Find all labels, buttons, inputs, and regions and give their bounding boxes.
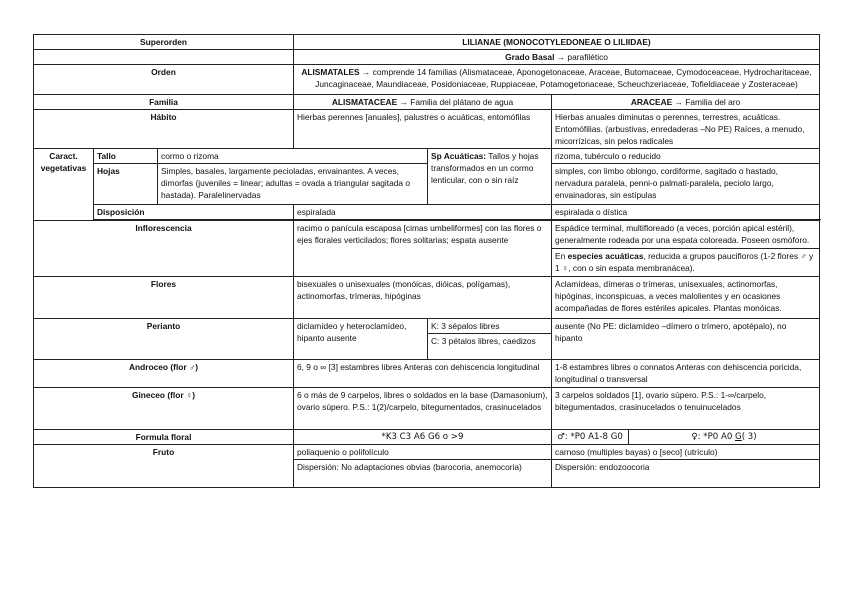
araceae-tallo: rizoma, tubérculo o reducido xyxy=(552,149,820,164)
label-orden: Orden xyxy=(34,65,294,95)
label-hojas: Hojas xyxy=(94,164,158,205)
alismataceae-dispersion: Dispersión: No adaptaciones obvias (barocoria, anemocoria) xyxy=(294,460,552,488)
orden-value xyxy=(294,65,820,95)
araceae-hojas: simples, con limbo oblongo, cordiforme, sagitado o hastado, nervadura paralela, penni-o palmati-paralela, peciolo largo, envainadoras, sin estípulas xyxy=(552,164,820,205)
infl-acu-bold: especies acuáticas xyxy=(567,251,644,261)
alismataceae-gineceo: 6 o más de 9 carpelos, libres o soldados en la base (Damasonium), ovario súpero. P.S.: 1(2)/carpelo, bitegumentados, crasinucelados xyxy=(294,388,552,430)
label-flores: Flores xyxy=(34,277,294,319)
label-inflorescencia: Inflorescencia xyxy=(34,221,294,277)
label-familia: Familia xyxy=(34,95,294,110)
familia-araceae xyxy=(552,95,820,110)
alismataceae-perianto: diclamídeo y heteroclamídeo, hipanto ausente xyxy=(294,319,428,360)
sp-acuaticas-bold: Sp Acuáticas: xyxy=(431,151,487,161)
alismataceae-androceo: 6, 9 o ∞ [3] estambres libres Anteras con dehiscencia longitudinal xyxy=(294,360,552,388)
araceae-formula-female xyxy=(629,430,820,445)
araceae-gineceo: 3 carpelos soldados [1], ovario súpero. P.S.: 1-∞/carpelo, bitegumentados, crasinucelados o tenuinucelados xyxy=(552,388,820,430)
formula-f-post: ( 3) xyxy=(741,432,757,442)
araceae-dispersion: Dispersión: endozoocoria xyxy=(552,460,820,488)
row-orden xyxy=(34,65,820,95)
alismataceae-tallo: cormo o rizoma xyxy=(158,149,428,164)
araceae-formula-male: ♂: *P0 A1-8 G0 xyxy=(552,430,629,445)
araceae-perianto: ausente (No PE: diclamídeo –dímero o trímero, apotépalo), no hipanto xyxy=(552,319,820,360)
label-disposicion: Disposición xyxy=(94,205,294,220)
label-caract: Caract. vegetativas xyxy=(34,149,94,221)
araceae-androceo: 1-8 estambres libres o connatos Anteras con dehiscencia poricida, longitudinal o transversal xyxy=(552,360,820,388)
row-gineceo xyxy=(34,388,820,430)
alismataceae-disposicion: espiralada xyxy=(294,205,552,220)
row-formula xyxy=(34,430,820,445)
alismataceae-flores: bisexuales o unisexuales (monóicas, dióicas, polígamas), actinomorfas, trímeras, hipóginas xyxy=(294,277,552,319)
araceae-title: ARACEAE xyxy=(630,97,673,107)
alismataceae-habito: Hierbas perennes [anuales], palustres o acuáticas, entomófilas xyxy=(294,110,552,149)
label-fruto: Fruto xyxy=(34,445,294,488)
orden-line1: comprende 14 familias (Alismataceae, Aponogetonaceae, Araceae, Butomaceae, Cymodoceaceae, Hydrocharitaceae, xyxy=(370,67,812,77)
grado-bold: Grado Basal xyxy=(505,52,555,62)
alismataceae-hojas: Simples, basales, largamente pecioladas, envainantes. A veces, dimorfas (juveniles = linear; adultas = ovada a triangular sagitada o hastada). Paralelinervadas xyxy=(158,164,428,205)
alismataceae-perianto-k: K: 3 sépalos libres xyxy=(428,319,552,334)
row-habito xyxy=(34,110,820,149)
sp-acuaticas-rest: Tallos y hojas transformados en un cormo lenticular, con o sin raíz xyxy=(431,151,539,185)
data-sheet xyxy=(33,34,819,488)
row-grado xyxy=(34,50,820,65)
grado-value xyxy=(294,50,820,65)
row-fruto xyxy=(34,445,820,460)
row-superorden xyxy=(34,35,820,50)
label-perianto: Perianto xyxy=(34,319,294,360)
alismataceae-subtitle: → Familia del plátano de agua xyxy=(397,97,514,107)
familia-alismataceae xyxy=(294,95,552,110)
comparison-table xyxy=(33,34,820,488)
row-perianto-k xyxy=(34,319,820,334)
label-formula: Formula floral xyxy=(34,430,294,445)
araceae-disposicion: espiralada o dística xyxy=(552,205,820,220)
row-flores xyxy=(34,277,820,319)
grado-rest: → parafilético xyxy=(554,52,608,62)
row-hojas xyxy=(34,164,820,205)
infl-acu-rest: , reducida a grupos paucifloros (1-2 flores ♂ y 1 ♀, con o sin espata membranácea). xyxy=(555,251,814,273)
formula-f-pre: ♀: *P0 A0 xyxy=(691,432,736,442)
araceae-habito: Hierbas anuales diminutas o perennes, terrestres, acuáticas. Entomófilias. (arbustivas, enredaderas –No PE) Raíces, a menudo, micorrízicas, sin pelos radicales xyxy=(552,110,820,149)
label-superorden: Superorden xyxy=(34,35,294,50)
alismataceae-inflorescencia: racimo o panícula escaposa [cimas umbeliformes] con las flores o ejes florales verticilados; flores solitarias; espata ausente xyxy=(294,221,552,277)
araceae-fruto: carnoso (multiples bayas) o [seco] (utrículo) xyxy=(552,445,820,460)
araceae-sp-acuaticas xyxy=(428,149,552,205)
label-androceo: Androceo (flor ♂) xyxy=(34,360,294,388)
row-inflorescencia xyxy=(34,221,820,249)
row-androceo xyxy=(34,360,820,388)
row-tallo xyxy=(34,149,820,164)
row-familia xyxy=(34,95,820,110)
araceae-flores: Aclamídeas, dímeras o trímeras, unisexuales, actinomorfas, hipóginas, inconspicuas, a veces malolientes y en ocasiones acompañadas de flores estériles apicales. Plantas monóicas. xyxy=(552,277,820,319)
row-disposicion xyxy=(34,205,820,220)
alismataceae-title: ALISMATACEAE xyxy=(331,97,398,107)
araceae-inflorescencia: Espádice terminal, multifloreado (a veces, porción apical estéril), generalmente rodeada por una espata coloreada. Poseen osmóforo. xyxy=(552,221,820,249)
empty-cell xyxy=(34,50,294,65)
orden-line2: Juncaginaceae, Maundiaceae, Posidoniaceae, Ruppiaceae, Potamogetonaceae, Scheuchzeriaceae, Tofieldiaceae y Zosteraceae) xyxy=(315,79,798,89)
label-gineceo: Gineceo (flor ♀) xyxy=(34,388,294,430)
label-habito: Hábito xyxy=(34,110,294,149)
alismataceae-formula: *K3 C3 A6 G6 o >9 xyxy=(294,430,552,445)
label-tallo: Tallo xyxy=(94,149,158,164)
infl-acu-pre: En xyxy=(555,251,568,261)
orden-bold: ALISMATALES → xyxy=(301,67,371,77)
alismataceae-perianto-c: C: 3 pétalos libres, caedizos xyxy=(428,334,552,360)
alismataceae-fruto: poliaquenio o polifolículo xyxy=(294,445,552,460)
formula-f-underlined: G xyxy=(735,432,742,442)
araceae-inflorescencia-acuaticas xyxy=(552,249,820,277)
araceae-subtitle: → Familia del aro xyxy=(672,97,741,107)
superorden-value: LILIANAE (MONOCOTYLEDONEAE O LILIIDAE) xyxy=(294,35,820,50)
